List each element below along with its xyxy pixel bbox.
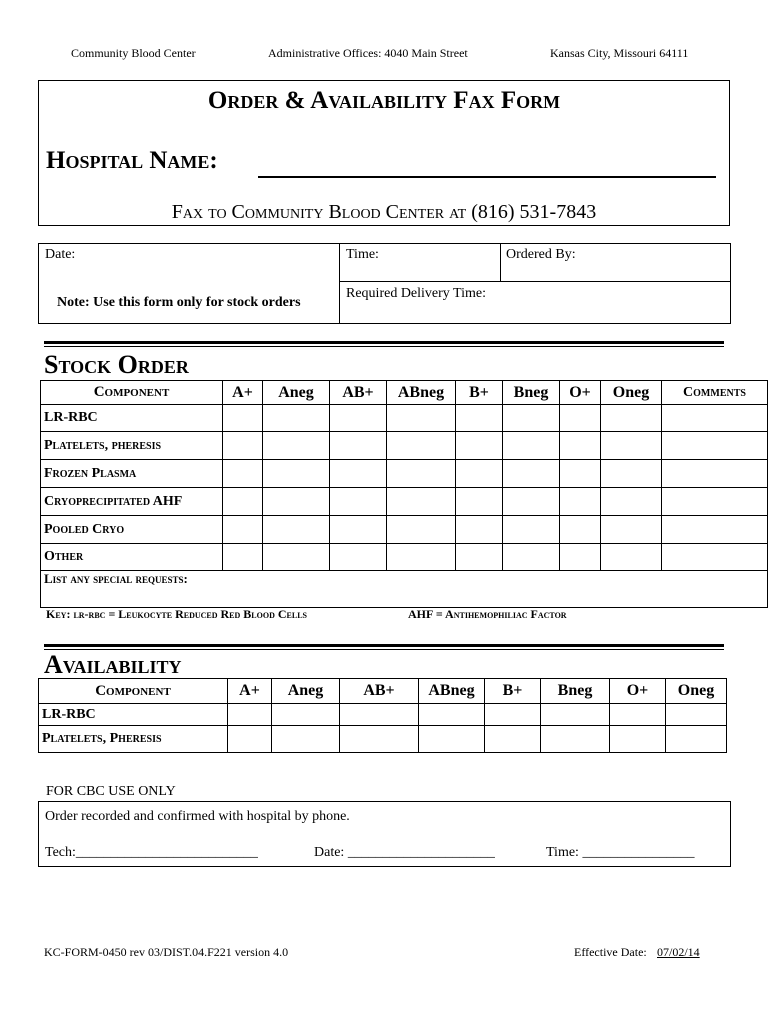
table-row (41, 432, 768, 460)
row-label-other: Other (41, 544, 223, 571)
avail-col-ab-pos: AB+ (340, 679, 419, 704)
avail-col-o-neg: Oneg (666, 679, 727, 704)
row-label-pooled-cryo: Pooled Cryo (41, 516, 223, 544)
header-org: Community Blood Center (71, 46, 196, 60)
col-a-pos: A+ (223, 381, 263, 405)
cbc-confirmed-text: Order recorded and confirmed with hospital by phone. (45, 809, 350, 824)
row-label-cryo-ahf: Cryoprecipitated AHF (41, 488, 223, 516)
avail-col-ab-neg: ABneg (419, 679, 485, 704)
col-component: Component (41, 381, 223, 405)
row-label-platelets: Platelets, pheresis (41, 432, 223, 460)
col-o-neg: Oneg (601, 381, 662, 405)
order-info-box (38, 243, 731, 324)
avail-col-b-neg: Bneg (541, 679, 610, 704)
effective-date: 07/02/14 (657, 945, 700, 959)
avail-col-a-pos: A+ (228, 679, 272, 704)
availability-header-row (39, 679, 727, 704)
time-label: Time: (346, 247, 379, 262)
col-ab-pos: AB+ (330, 381, 387, 405)
row-label-frozen-plasma: Frozen Plasma (41, 460, 223, 488)
hospital-name-label: Hospital Name: (46, 147, 218, 174)
delivery-time-label: Required Delivery Time: (346, 286, 486, 301)
table-row (41, 516, 768, 544)
table-row (39, 726, 727, 753)
avail-col-component: Component (39, 679, 228, 704)
table-row (41, 405, 768, 432)
fax-instruction: Fax to Community Blood Center at (816) 531-7843 (171, 201, 597, 223)
avail-col-a-neg: Aneg (272, 679, 340, 704)
cbc-time-field[interactable]: Time: ________________ (546, 845, 695, 860)
header-city: Kansas City, Missouri 64111 (550, 46, 689, 60)
header-offices: Administrative Offices: 4040 Main Street (268, 46, 468, 60)
col-comments: Comments (662, 381, 768, 405)
form-title: Order & Availability Fax Form (207, 87, 561, 114)
availability-title: Availability (44, 650, 182, 679)
cbc-use-only-label: FOR CBC USE ONLY (46, 784, 176, 799)
ordered-by-label: Ordered By: (506, 247, 576, 262)
form-id: KC-FORM-0450 rev 03/DIST.04.F221 version 4.0 (44, 945, 289, 959)
effective-date-label: Effective Date: (574, 945, 647, 959)
col-o-pos: O+ (560, 381, 601, 405)
special-requests-label: List any special requests: (41, 571, 768, 608)
stock-header-row (41, 381, 768, 405)
stock-order-note: Note: Use this form only for stock orders (57, 295, 301, 310)
col-b-pos: B+ (456, 381, 503, 405)
hospital-name-field[interactable] (258, 176, 716, 178)
col-ab-neg: ABneg (387, 381, 456, 405)
avail-col-o-pos: O+ (610, 679, 666, 704)
table-row (41, 460, 768, 488)
avail-row-label-lr-rbc: LR-RBC (39, 704, 228, 726)
stock-order-title: Stock Order (44, 350, 189, 379)
avail-col-b-pos: B+ (485, 679, 541, 704)
key-ahf: AHF = Antihemophiliac Factor (408, 607, 567, 621)
col-a-neg: Aneg (263, 381, 330, 405)
title-box (38, 80, 730, 226)
avail-row-label-platelets: Platelets, Pheresis (39, 726, 228, 753)
special-requests-row[interactable] (41, 571, 768, 608)
cbc-box (38, 801, 731, 867)
key-lr-rbc: Key: lr-rbc = Leukocyte Reduced Red Blood Cells (46, 607, 307, 621)
stock-order-rule (44, 341, 724, 347)
col-b-neg: Bneg (503, 381, 560, 405)
row-label-lr-rbc: LR-RBC (41, 405, 223, 432)
cbc-tech-field[interactable]: Tech:__________________________ (45, 845, 258, 860)
date-label: Date: (45, 247, 76, 262)
table-row (41, 488, 768, 516)
cbc-date-field[interactable]: Date: _____________________ (314, 845, 495, 860)
table-row (39, 704, 727, 726)
table-row (41, 544, 768, 571)
stock-order-table (40, 380, 768, 608)
availability-table (38, 678, 727, 753)
